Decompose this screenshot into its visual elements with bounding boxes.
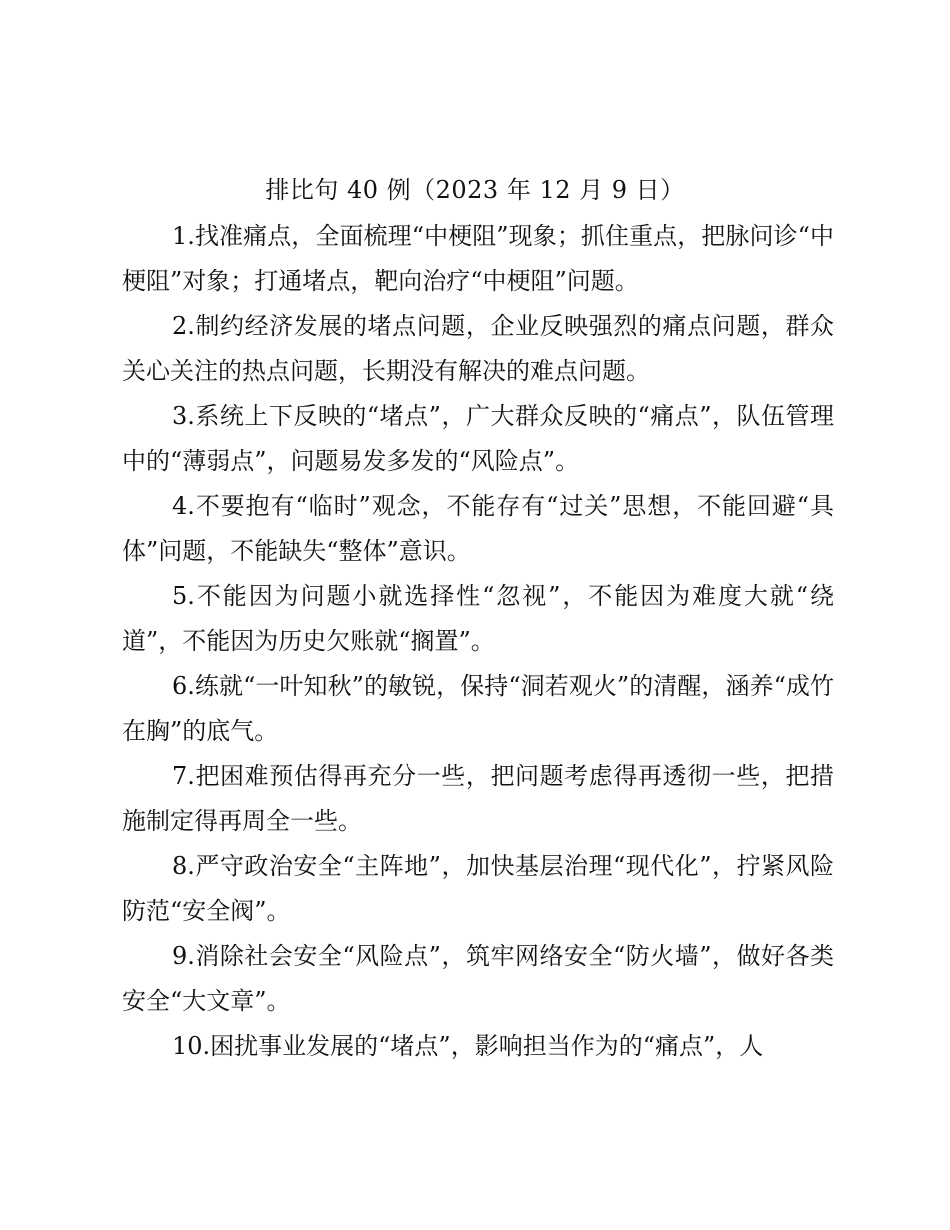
paragraph-9: 9.消除社会安全“风险点”，筑牢网络安全“防火墙”，做好各类安全“大文章”。 (122, 942, 834, 1015)
document-body (122, 214, 834, 1069)
paragraph-6: 6.练就“一叶知秋”的敏锐，保持“洞若观火”的清醒，涵养“成竹在胸”的底气。 (122, 672, 834, 745)
paragraph-3: 3.系统上下反映的“堵点”，广大群众反映的“痛点”，队伍管理中的“薄弱点”，问题易发多发的“风险点”。 (122, 402, 834, 475)
document-title: 排比句 40 例（2023 年 12 月 9 日） (265, 176, 685, 204)
paragraph-4: 4.不要抱有“临时”观念，不能存有“过关”思想，不能回避“具体”问题，不能缺失“整体”意识。 (122, 492, 834, 565)
paragraph-10: 10.困扰事业发展的“堵点”，影响担当作为的“痛点”，人 (172, 1032, 764, 1060)
paragraph-7: 7.把困难预估得再充分一些，把问题考虑得再透彻一些，把措施制定得再周全一些。 (122, 762, 834, 835)
paragraph-5: 5.不能因为问题小就选择性“忽视”，不能因为难度大就“绕道”，不能因为历史欠账就“搁置”。 (122, 582, 834, 655)
paragraph-2: 2.制约经济发展的堵点问题，企业反映强烈的痛点问题，群众关心关注的热点问题，长期没有解决的难点问题。 (122, 312, 834, 385)
paragraph-8: 8.严守政治安全“主阵地”，加快基层治理“现代化”，拧紧风险防范“安全阀”。 (122, 852, 834, 925)
paragraph-1: 1.找准痛点，全面梳理“中梗阻”现象；抓住重点，把脉问诊“中梗阻”对象；打通堵点，靶向治疗“中梗阻”问题。 (122, 222, 834, 295)
